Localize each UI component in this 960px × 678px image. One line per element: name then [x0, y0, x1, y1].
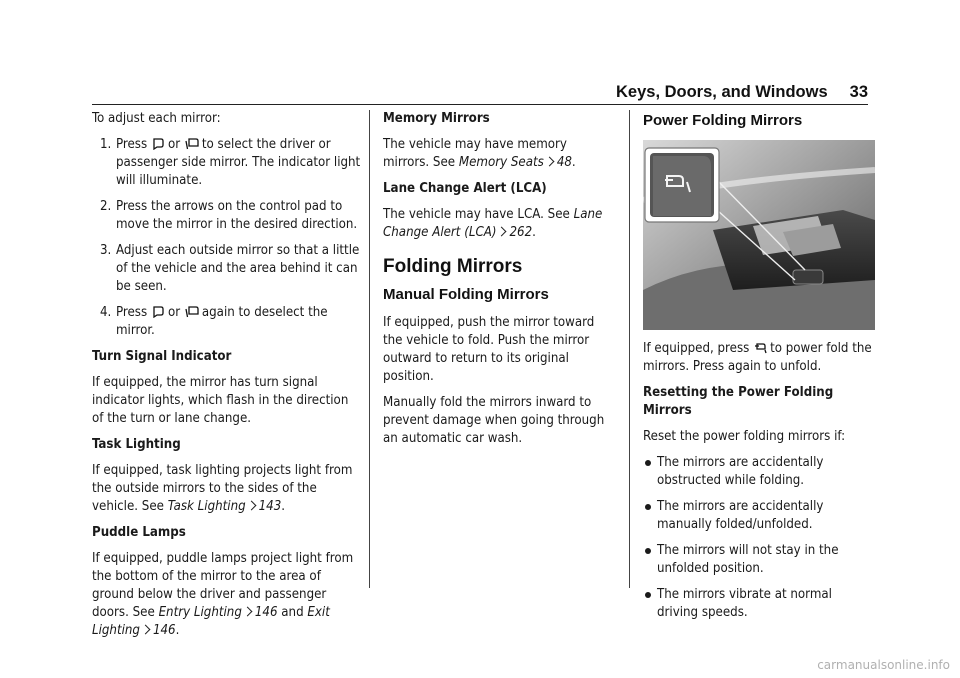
list-item: The mirrors will not stay in the unfolded position. — [643, 542, 875, 578]
step-number: 3. — [100, 243, 112, 258]
page-ref-arrow-icon — [242, 607, 252, 617]
lca-text: The vehicle may have LCA. See Lane Change Alert (LCA) 262. — [383, 207, 603, 240]
column-divider — [629, 110, 630, 588]
folding-mirrors-title: Folding Mirrors — [383, 256, 523, 277]
lca-body: The vehicle may have LCA. See — [383, 207, 570, 222]
running-head — [616, 83, 868, 102]
column-divider — [369, 110, 370, 588]
manual-folding-text-2: Manually fold the mirrors inward to prevent damage when going through an automatic car wash. — [383, 395, 605, 446]
task-lighting-text: If equipped, task lighting projects light from the outside mirrors to the sides of the vehicle. See Task Lighting 143. — [92, 463, 353, 514]
right-mirror-select-icon — [185, 305, 199, 318]
memory-mirrors-text: The vehicle may have memory mirrors. See Memory Seats 48. — [383, 137, 576, 170]
entry-lighting-link[interactable]: Entry Lighting — [158, 605, 242, 620]
lca-link[interactable]: Lane Change Alert (LCA) — [383, 207, 603, 240]
watermark: carmanualsonline.info — [817, 658, 950, 672]
manual-folding-title: Manual Folding Mirrors — [383, 286, 549, 303]
step-text: Press — [116, 137, 148, 152]
page-number: 33 — [849, 83, 868, 101]
list-item: The mirrors are accidentally obstructed while folding. — [643, 454, 875, 490]
power-folding-title: Power Folding Mirrors — [643, 112, 803, 129]
list-item: The mirrors vibrate at normal driving speeds. — [643, 586, 875, 622]
column-1 — [92, 110, 362, 648]
step-text: or — [167, 137, 181, 152]
left-mirror-select-icon — [152, 305, 165, 318]
memory-mirrors-body: The vehicle may have memory mirrors. See — [383, 137, 567, 170]
left-mirror-select-icon — [152, 137, 165, 150]
step-number: 1. — [100, 137, 112, 152]
reset-heading: Resetting the Power Folding Mirrors — [643, 385, 834, 418]
lca-heading: Lane Change Alert (LCA) — [383, 181, 547, 196]
puddle-lamps-heading: Puddle Lamps — [92, 525, 186, 540]
step-text: to select the driver or passenger side mirror. The indicator light will illuminate. — [116, 137, 361, 188]
step-item — [92, 136, 362, 190]
step-item — [92, 198, 362, 234]
task-lighting-page[interactable]: 143 — [258, 499, 282, 514]
exit-lighting-page[interactable]: 146 — [152, 623, 176, 638]
reset-intro: Reset the power folding mirrors if: — [643, 429, 846, 444]
mirror-fold-icon — [754, 342, 767, 354]
power-folding-body: If equipped, press — [643, 341, 750, 356]
conjunction: and — [281, 605, 304, 620]
page-ref-arrow-icon — [246, 501, 256, 511]
right-mirror-select-icon — [185, 137, 199, 150]
page-ref-arrow-icon — [544, 157, 554, 167]
column-3 — [643, 110, 875, 630]
memory-seats-page[interactable]: 48 — [556, 155, 572, 170]
reset-conditions — [643, 454, 875, 622]
intro-text: To adjust each mirror: — [92, 111, 221, 126]
step-item — [92, 304, 362, 340]
puddle-lamps-body: If equipped, puddle lamps project light from the bottom of the mirror to the area of ground below the driver and passenger doors. See — [92, 551, 354, 620]
section-title: Keys, Doors, and Windows — [616, 83, 828, 101]
power-folding-body-end: to power fold the mirrors. Press again to unfold. — [643, 341, 872, 374]
memory-mirrors-heading: Memory Mirrors — [383, 111, 490, 126]
puddle-lamps-text: If equipped, puddle lamps project light from the bottom of the mirror to the area of ground below the driver and passenger doors. See Entry Lighting 146 and Exit Lighting 146. — [92, 551, 354, 638]
turn-signal-text: If equipped, the mirror has turn signal indicator lights, which flash in the direction of the turn or lane change. — [92, 375, 349, 426]
entry-lighting-page[interactable]: 146 — [254, 605, 278, 620]
turn-signal-heading: Turn Signal Indicator — [92, 349, 232, 364]
adjust-steps — [92, 136, 362, 340]
step-text: again to deselect the mirror. — [116, 305, 328, 338]
mirror-switch-photo — [643, 140, 875, 330]
list-item: The mirrors are accidentally manually folded/unfolded. — [643, 498, 875, 534]
exit-lighting-link[interactable]: Exit Lighting — [92, 605, 330, 638]
step-text: or — [167, 305, 181, 320]
task-lighting-body: If equipped, task lighting projects light from the outside mirrors to the sides of the vehicle. See — [92, 463, 353, 514]
manual-folding-text-1: If equipped, push the mirror toward the vehicle to fold. Push the mirror outward to return to its original position. — [383, 315, 595, 384]
page-ref-arrow-icon — [497, 227, 507, 237]
header-rule — [92, 104, 868, 105]
step-text: Adjust each outside mirror so that a little of the vehicle and the area behind it can be seen. — [116, 243, 360, 294]
page-ref-arrow-icon — [141, 625, 151, 635]
step-item — [92, 242, 362, 296]
step-text: Press — [116, 305, 148, 320]
column-2 — [383, 110, 615, 456]
step-text: Press the arrows on the control pad to move the mirror in the desired direction. — [116, 199, 358, 232]
memory-seats-link[interactable]: Memory Seats — [458, 155, 544, 170]
step-number: 4. — [100, 305, 112, 320]
lca-page[interactable]: 262 — [509, 225, 533, 240]
task-lighting-link[interactable]: Task Lighting — [167, 499, 246, 514]
step-number: 2. — [100, 199, 112, 214]
task-lighting-heading: Task Lighting — [92, 437, 181, 452]
power-folding-text — [643, 340, 875, 376]
